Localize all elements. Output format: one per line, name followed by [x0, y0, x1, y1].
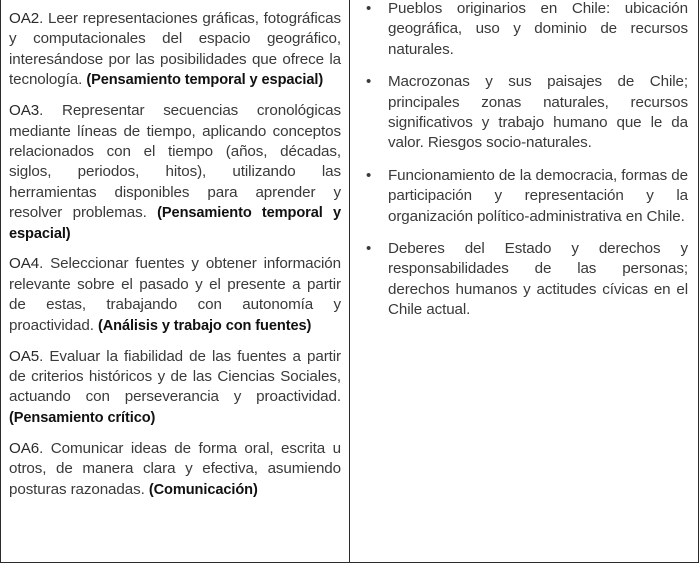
bullet-icon: • — [366, 240, 372, 258]
objective-text: . Comunicar ideas de forma oral, escrita u otros, de manera clara y efectiva, asumiendo posturas razonadas. — [9, 439, 341, 498]
contents-list — [360, 0, 688, 321]
objective-code: OA6 — [9, 439, 40, 457]
objective-oa6 — [9, 439, 341, 500]
objective-code: OA3 — [9, 102, 40, 120]
list-item — [360, 72, 688, 154]
objective-oa5 — [9, 347, 341, 429]
list-item — [360, 0, 688, 60]
objective-code: OA5 — [9, 347, 40, 365]
objective-text: . Seleccionar fuentes y obtener información relevante sobre el pasado y el presente a partir de estas, trabajando con autonomía y proactividad. — [9, 255, 341, 334]
objective-skill: (Pensamiento temporal y espacial) — [86, 72, 324, 89]
bullet-icon: • — [366, 73, 372, 91]
objective-oa2 — [9, 9, 341, 91]
objective-code: OA2 — [9, 10, 40, 27]
content-text: Pueblos originarios en Chile: ubicación geográfica, uso y dominio de recursos naturales. — [388, 0, 688, 58]
bullet-icon: • — [366, 166, 372, 184]
objective-skill: (Análisis y trabajo con fuentes) — [97, 317, 312, 334]
content-text: Macrozonas y sus paisajes de Chile; principales zonas naturales, recursos significativos y trabajo humano que le da valor. Riesgos socio-naturales. — [388, 73, 688, 152]
objective-text: . Evaluar la fiabilidad de las fuentes a partir de criterios históricos y de las Ciencias Sociales, actuando con perseverancia y proactividad. — [9, 347, 341, 406]
objective-oa3 — [9, 101, 341, 244]
objective-skill: (Comunicación) — [148, 481, 258, 498]
contents-column — [350, 0, 698, 562]
objective-oa4 — [9, 254, 341, 336]
objective-code: OA4 — [9, 255, 40, 273]
list-item — [360, 239, 688, 321]
objective-skill: (Pensamiento temporal y espacial) — [9, 205, 341, 242]
content-text: Funcionamiento de la democracia, formas de participación y representación y la organización político-administrativa en Chile. — [388, 166, 688, 225]
objective-text: . Leer representaciones gráficas, fotográficas y computacionales del espacio geográfico, interesándose por las posibilidades que ofrece la tecnología. — [9, 10, 341, 89]
bullet-icon: • — [366, 0, 372, 17]
list-item — [360, 166, 688, 227]
content-text: Deberes del Estado y derechos y responsabilidades de las personas; derechos humanos y actitudes cívicas en el Chile actual. — [388, 240, 688, 319]
objectives-column — [1, 0, 350, 562]
objective-text: . Representar secuencias cronológicas mediante líneas de tiempo, aplicando conceptos relacionados con el tiempo (años, décadas, siglos, periodos, hitos), utilizando las herramientas disponibles para aprender y resolver problemas. — [9, 102, 341, 222]
objective-skill: (Pensamiento crítico) — [9, 409, 156, 426]
